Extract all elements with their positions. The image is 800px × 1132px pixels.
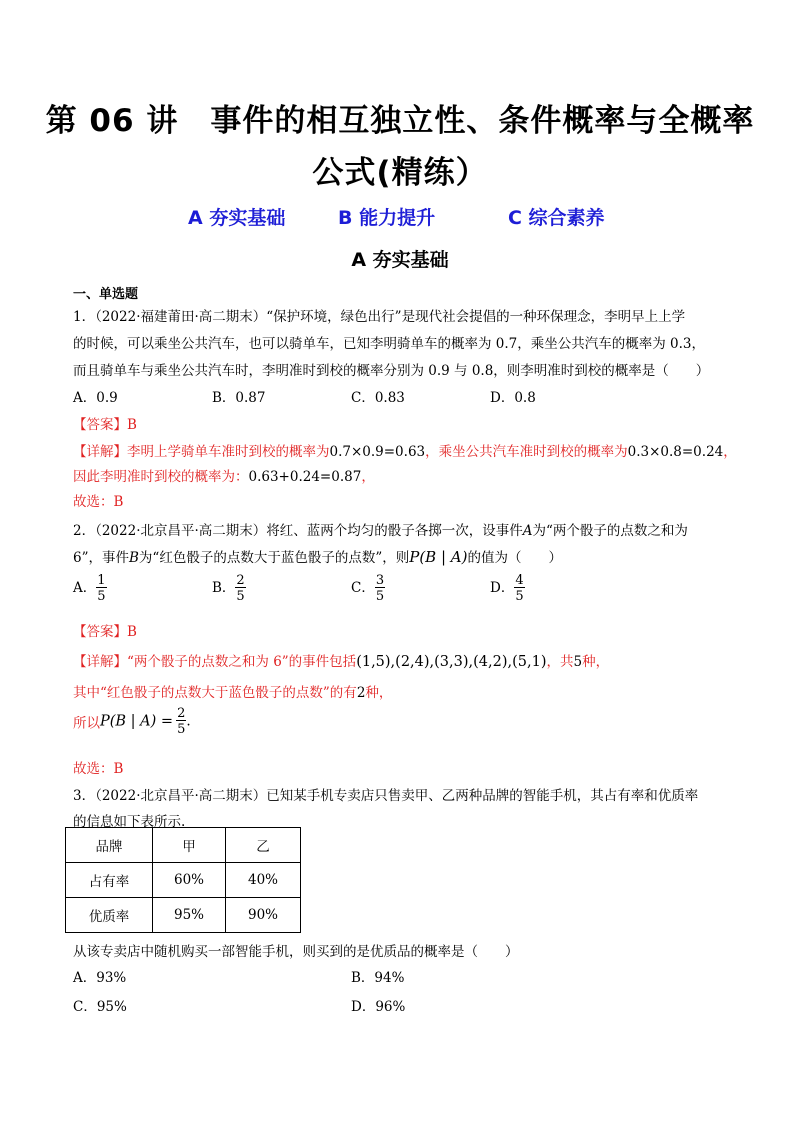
numerator: 1	[97, 573, 106, 588]
q1-detail-text2: ，乘坐公共汽车准时到校的概率为	[425, 444, 628, 460]
q2-conclusion: 故选：B	[73, 761, 124, 777]
q3-option-d: D．96%	[351, 999, 406, 1015]
q2-option-a-label: A．	[73, 580, 97, 596]
section-heading: A 夯实基础	[351, 249, 449, 271]
q1-detail-math1: 0.7×0.9=0.63	[329, 444, 426, 460]
denominator: 5	[97, 589, 106, 604]
denominator: 5	[515, 589, 524, 604]
q3-info-table	[65, 827, 301, 933]
q2-option-b-label: B．	[212, 580, 236, 596]
table-cell: 40%	[226, 863, 301, 898]
q2-option-b	[212, 574, 246, 603]
q3-option-c: C．95%	[73, 999, 127, 1015]
question-category: 一、单选题	[73, 287, 139, 302]
table-cell: 甲	[153, 828, 226, 863]
q1-option-a: A．0.9	[73, 390, 118, 406]
q2-option-c-fraction	[375, 574, 385, 603]
q2-detail3-text: 所以	[73, 715, 100, 732]
table-cell: 品牌	[66, 828, 153, 863]
numerator: 2	[236, 573, 245, 588]
table-cell: 90%	[226, 898, 301, 933]
nav-link-comprehensive[interactable]: C 综合素养	[508, 207, 605, 229]
q2-option-a	[73, 574, 107, 603]
q1-detail-line1	[73, 440, 737, 460]
table-row	[66, 898, 301, 933]
q2-stem-text: 2．（2022·北京昌平·高二期末）将红、蓝两个均匀的骰子各掷一次，设事件	[73, 523, 523, 539]
q1-detail2-math: 0.63+0.24=0.87	[248, 469, 362, 485]
table-row	[66, 828, 301, 863]
q2-detail-text2: ，共	[546, 654, 574, 670]
q2-stem2-text3: 的值为（ ）	[467, 550, 562, 566]
q1-detail-text3: ，	[723, 444, 737, 460]
q2-stem-line1	[73, 519, 688, 539]
page-title-line1: 第 06 讲 事件的相互独立性、条件概率与全概率	[45, 103, 755, 139]
q2-detail2-text: 其中“红色骰子的点数大于蓝色骰子的点数”的有	[73, 685, 357, 701]
q2-option-d	[490, 574, 525, 603]
denominator: 5	[236, 589, 245, 604]
q1-option-b: B．0.87	[212, 390, 266, 406]
q2-outcomes-list: (1,5),(2,4),(3,3),(4,2),(5,1)	[356, 654, 547, 670]
q2-var-b: B	[129, 550, 139, 566]
q3-stem-line2: 的信息如下表所示.	[73, 814, 186, 830]
q2-option-d-fraction	[514, 574, 524, 603]
q2-stem-line2	[73, 546, 562, 566]
q2-detail-count: 5	[573, 654, 583, 670]
q2-detail3-fraction	[176, 707, 186, 736]
q1-answer: 【答案】B	[73, 417, 137, 433]
table-cell: 占有率	[66, 863, 153, 898]
denominator: 5	[375, 589, 385, 604]
table-cell: 优质率	[66, 898, 153, 933]
q2-detail2-text2: 种，	[365, 685, 393, 701]
q2-option-a-fraction	[96, 574, 106, 603]
q1-detail2-text2: ，	[361, 469, 375, 485]
denominator: 5	[177, 722, 186, 737]
table-row	[66, 863, 301, 898]
q2-stem2-text: 6”，事件	[73, 550, 129, 566]
q1-detail-math2: 0.3×0.8=0.24	[627, 444, 724, 460]
q2-option-b-fraction	[235, 574, 245, 603]
numerator: 4	[515, 573, 524, 588]
q1-stem-line1: 1．（2022·福建莆田·高二期末）“保护环境，绿色出行”是现代社会提倡的一种环保理念，李明早上上学	[73, 309, 686, 325]
q2-option-d-label: D．	[490, 580, 515, 596]
nav-link-improvement[interactable]: B 能力提升	[338, 207, 436, 229]
q3-option-b: B．94%	[351, 970, 405, 986]
q2-stem2-text2: 为“红色骰子的点数大于蓝色骰子的点数”，则	[138, 550, 410, 566]
q2-detail-line1	[73, 650, 609, 670]
q3-stem-line1: 3．（2022·北京昌平·高二期末）已知某手机专卖店只售卖甲、乙两种品牌的智能手机，其占有率和优质率	[73, 788, 699, 804]
table-cell: 95%	[153, 898, 226, 933]
q1-detail-line2	[73, 465, 375, 485]
section-nav	[0, 203, 800, 233]
q2-option-c-label: C．	[351, 580, 375, 596]
q2-detail-text3: 种，	[582, 654, 610, 670]
q1-detail-text: 【详解】李明上学骑单车准时到校的概率为	[73, 444, 330, 460]
q2-detail3-period: .	[186, 713, 191, 730]
q1-option-c: C．0.83	[351, 390, 405, 406]
page-title-line2: 公式(精练）	[312, 155, 488, 191]
q2-conditional-expr: P(B | A)	[409, 548, 468, 566]
table-cell: 60%	[153, 863, 226, 898]
numerator: 3	[375, 573, 385, 588]
q2-detail3-expr: P(B | A) =	[100, 713, 174, 730]
q2-stem-text2: 为“两个骰子的点数之和为	[532, 523, 688, 539]
q2-detail-text: 【详解】“两个骰子的点数之和为 6”的事件包括	[73, 654, 357, 670]
table-cell: 乙	[226, 828, 301, 863]
q3-stem-line3: 从该专卖店中随机购买一部智能手机，则买到的是优质品的概率是（ ）	[73, 944, 519, 960]
q2-var-a: A	[522, 523, 533, 539]
q1-detail2-text: 因此李明准时到校的概率为：	[73, 469, 249, 485]
q2-answer: 【答案】B	[73, 624, 137, 640]
q1-stem-line3: 而且骑单车与乘坐公共汽车时，李明准时到校的概率分别为 0.9 与 0.8，则李明准时到校的概率是（ ）	[73, 363, 710, 379]
q2-option-c	[351, 574, 385, 603]
numerator: 2	[177, 706, 186, 721]
nav-link-basics[interactable]: A 夯实基础	[188, 207, 286, 229]
q1-stem-line2: 的时候，可以乘坐公共汽车，也可以骑单车，已知李明骑单车的概率为 0.7，乘坐公共汽车的概率为 0.3，	[73, 336, 706, 352]
q1-conclusion: 故选：B	[73, 494, 124, 510]
q2-detail-line2	[73, 681, 392, 701]
q1-option-d: D．0.8	[490, 390, 536, 406]
q2-detail2-count: 2	[356, 685, 366, 701]
q3-option-a: A．93%	[73, 970, 127, 986]
q2-detail-line3	[73, 707, 191, 736]
